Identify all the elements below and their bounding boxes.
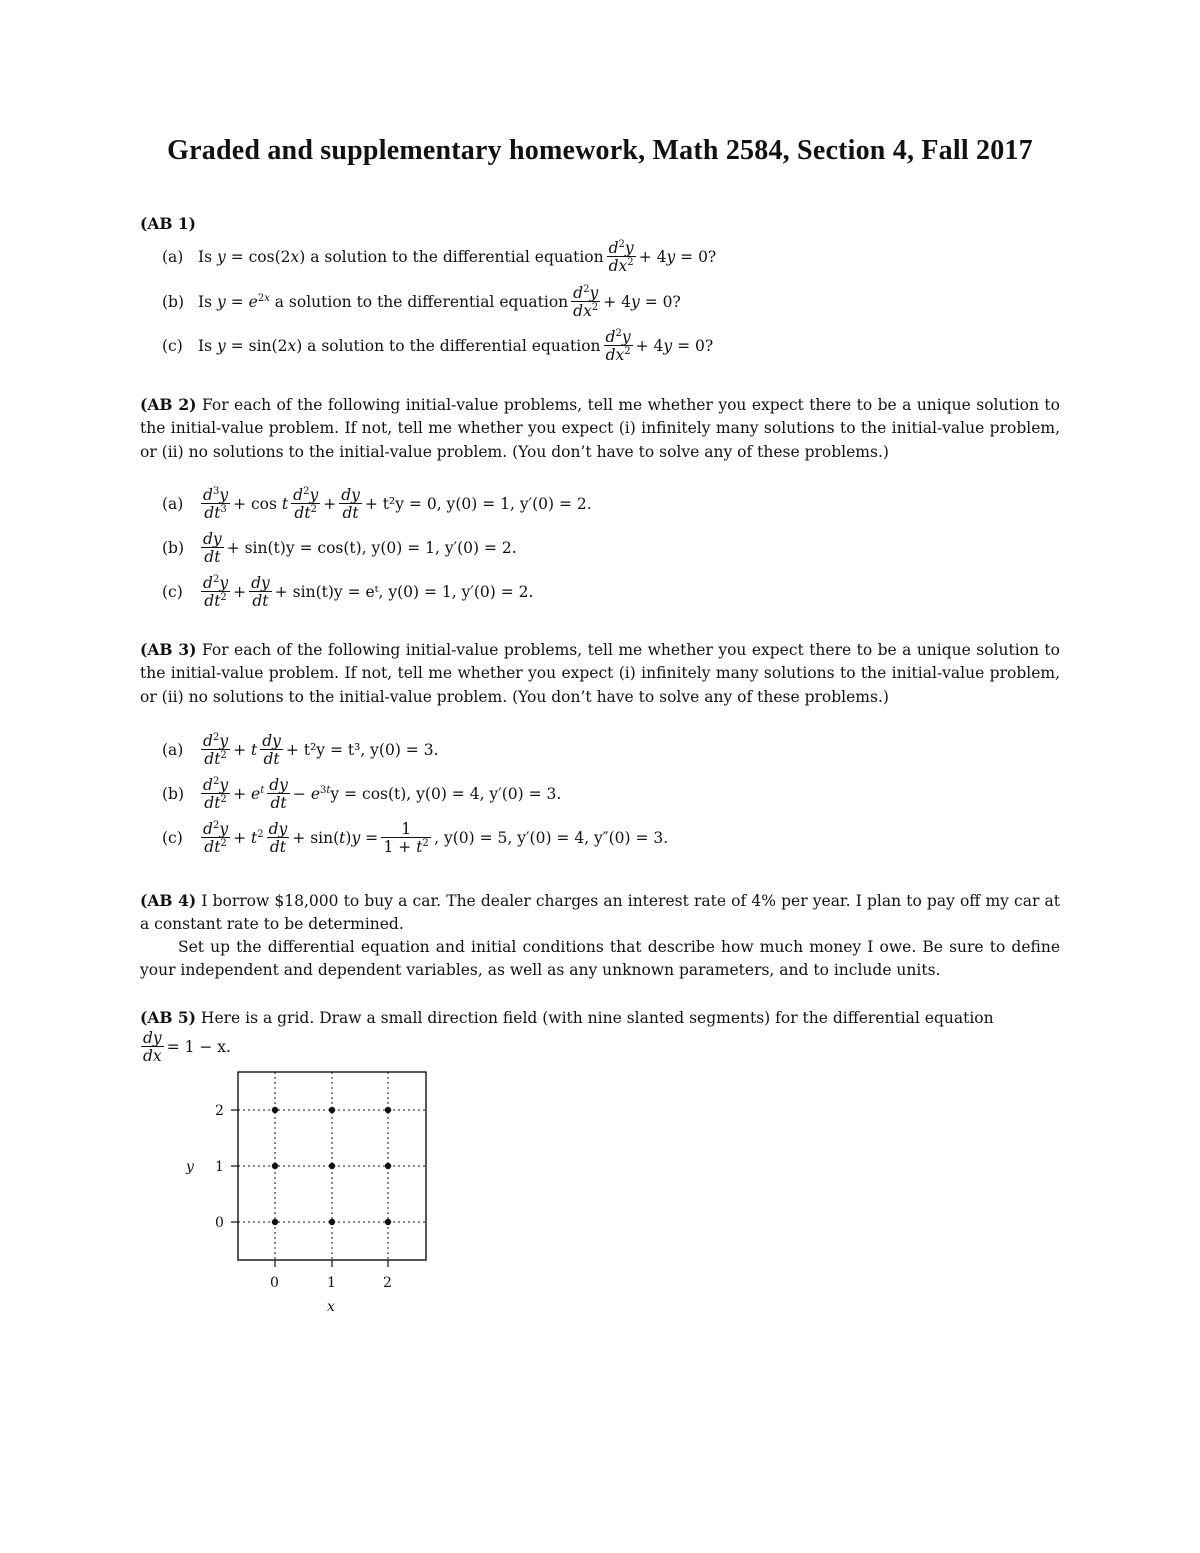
grid-point xyxy=(329,1163,335,1169)
ab1-item-b: (b) Is $y = e^{2x}$ a solution to the differential equation $\frac{d^2y}{dx^2}$ + 4y = 0? xyxy=(162,284,681,321)
x-axis-label: x xyxy=(327,1299,335,1315)
direction-field-grid xyxy=(170,1065,450,1320)
grid-point xyxy=(385,1107,391,1113)
ab2-item-c: (c) $\frac{d^2y}{dt^2}$ + $\frac{dy}{dt}$ + sin(t)y = eᵗ, y(0) = 1, y′(0) = 2. xyxy=(162,574,534,611)
ab4-text2: Set up the differential equation and initial conditions that describe how much money I owe. Be sure to define your independent and dependent variables, as well as any unknown parameters, and to include units. xyxy=(140,938,1060,980)
y-tick-label-1: 1 xyxy=(215,1159,224,1175)
ab2-item-b: (b) $\frac{dy}{dt}$ + sin(t)y = cos(t), y(0) = 1, y′(0) = 2. xyxy=(162,530,517,567)
ab5-equation: $\frac{dy}{dx}$ = 1 − x. xyxy=(143,1029,231,1066)
ab2-paragraph xyxy=(140,393,1060,464)
ab4-paragraph-2 xyxy=(140,936,1060,983)
ab3-label: (AB 3) xyxy=(140,640,197,659)
ab5-paragraph xyxy=(140,1006,1060,1030)
grid-point xyxy=(272,1107,278,1113)
ab3-item-a: (a) $\frac{d^2y}{dt^2}$ + t $\frac{dy}{dt}$ + t²y = t³, y(0) = 3. xyxy=(162,732,439,769)
ab1-item-a: (a) Is y = cos(2x) a solution to the differential equation $\frac{d^2y}{dx^2}$ + 4y = 0? xyxy=(162,239,717,276)
grid-point xyxy=(329,1219,335,1225)
page-title: Graded and supplementary homework, Math 2584, Section 4, Fall 2017 xyxy=(167,135,1033,166)
ab5-text: Here is a grid. Draw a small direction field (with nine slanted segments) for the differential equation xyxy=(200,1009,994,1027)
ab4-label: (AB 4) xyxy=(140,891,197,910)
ab1-label: (AB 1) xyxy=(140,214,196,233)
y-tick-label-2: 2 xyxy=(215,1103,224,1119)
ab2-item-a: (a) $\frac{d^3y}{dt^3}$ + cos t $\frac{d^2y}{dt^2}$ + $\frac{dy}{dt}$ + t²y = 0, y(0) = 1, y′(0) = 2. xyxy=(162,486,592,523)
ab4-text1: I borrow $18,000 to buy a car. The dealer charges an interest rate of 4% per year. I plan to pay off my car at a constant rate to be determined. xyxy=(140,892,1060,934)
ab5-label: (AB 5) xyxy=(140,1008,196,1027)
grid-point xyxy=(272,1219,278,1225)
grid-point xyxy=(385,1219,391,1225)
ab4-paragraph xyxy=(140,889,1060,937)
ab2-text: For each of the following initial-value problems, tell me whether you expect there to be a unique solution to the initial-value problem. If not, tell me whether you expect (i) infinitely many solutions to the initial-value problem, or (ii) no solutions to the initial-value problem. (You don’t have to solve any of these problems.) xyxy=(140,396,1060,461)
x-tick-label-1: 1 xyxy=(327,1275,336,1291)
grid-point xyxy=(272,1163,278,1169)
y-tick-label-0: 0 xyxy=(215,1215,224,1231)
ab3-item-b: (b) $\frac{d^2y}{dt^2}$ + $e^t$ $\frac{dy}{dt}$ − $e^{3t}$ y = cos(t), y(0) = 4, y′(0) = 3. xyxy=(162,776,562,813)
ab1-item-c: (c) Is y = sin(2x) a solution to the differential equation $\frac{d^2y}{dx^2}$ + 4y = 0? xyxy=(162,328,714,365)
grid-point xyxy=(385,1163,391,1169)
x-tick-label-0: 0 xyxy=(270,1275,279,1291)
ab3-paragraph xyxy=(140,638,1060,709)
ab3-item-c: (c) $\frac{d^2y}{dt^2}$ + $t^2$ $\frac{dy}{dt}$ + sin(t)y = $\frac{1}{1 + t^2}$ , y(0) = 5, y′(0) = 4, y″(0) = 3. xyxy=(162,820,669,857)
y-axis-label: y xyxy=(186,1159,194,1175)
x-tick-label-2: 2 xyxy=(383,1275,392,1291)
grid-point xyxy=(329,1107,335,1113)
ab3-text: For each of the following initial-value problems, tell me whether you expect there to be a unique solution to the initial-value problem. If not, tell me whether you expect (i) infinitely many solutions to the initial-value problem, or (ii) no solutions to the initial-value problem. (You don’t have to solve any of these problems.) xyxy=(140,641,1060,706)
ab2-label: (AB 2) xyxy=(140,395,197,414)
